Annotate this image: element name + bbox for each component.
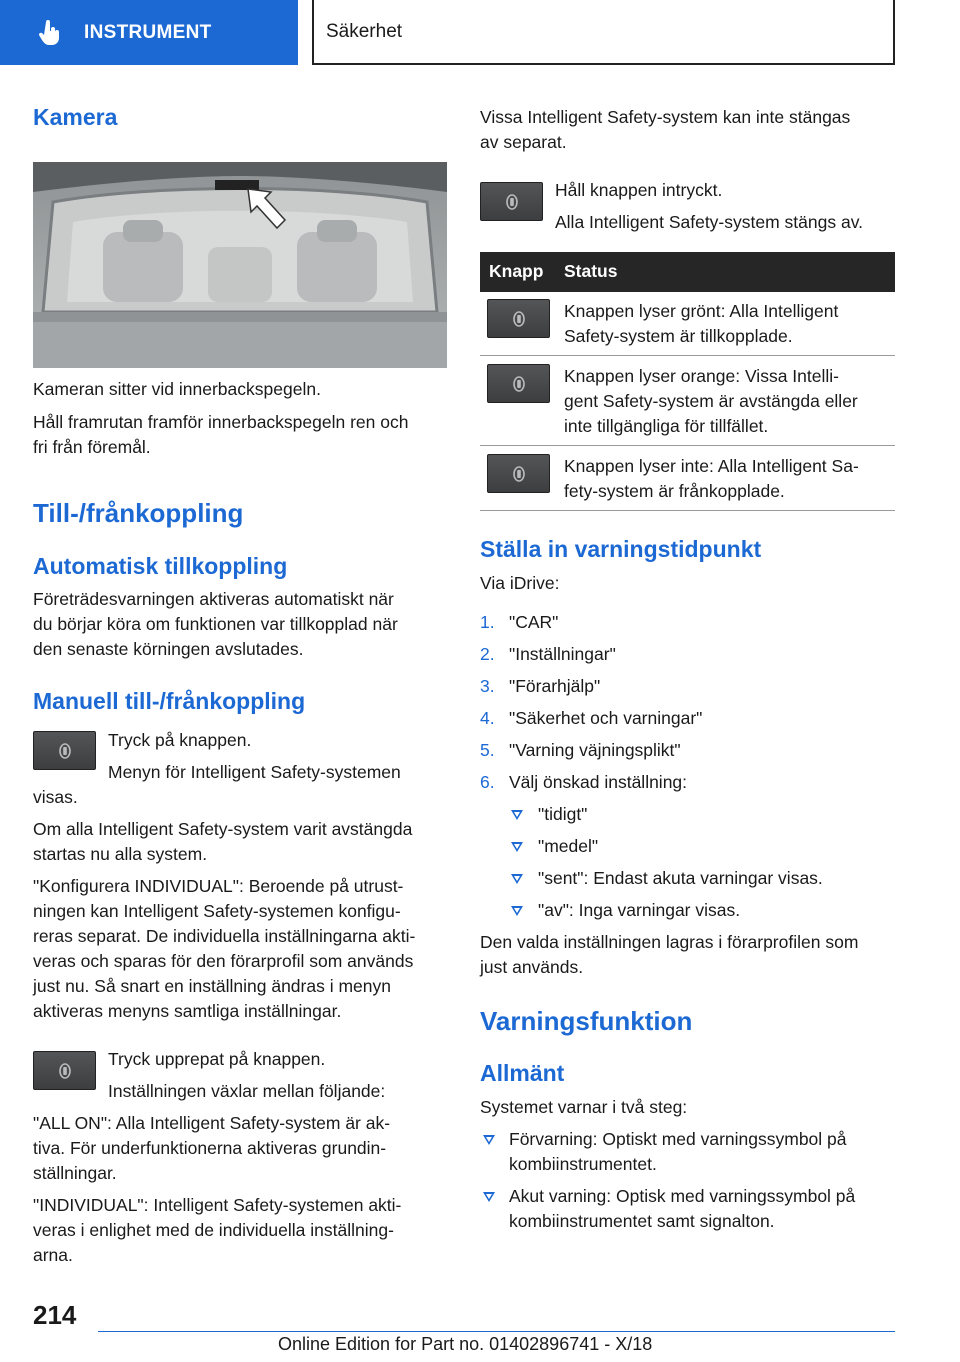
page-number: 214 — [33, 1300, 77, 1330]
bullet-triangle-icon — [511, 842, 523, 852]
bullet-triangle-icon — [483, 1135, 495, 1145]
text-line: Alla Intelligent Safety-system stängs av. — [555, 212, 864, 232]
text-line: "INDIVIDUAL": Intelligent Safety-systemen akti- — [33, 1195, 402, 1215]
table-cell-text: gent Safety-system är avstängda eller — [564, 391, 858, 411]
text-line: Tryck upprepat på knappen. — [108, 1049, 326, 1069]
text-line: Vissa Intelligent Safety-system kan inte stängas — [480, 107, 851, 127]
text-line: ningen kan Intelligent Safety-systemen konfigu- — [33, 901, 401, 921]
heading-warning-time: Ställa in varningstidpunkt — [480, 536, 762, 562]
step-text: "Förarhjälp" — [509, 676, 601, 696]
text-line: Håll framrutan framför innerbackspegeln ren och — [33, 412, 409, 432]
step-number: 2. — [480, 644, 495, 664]
safety-button-icon — [33, 1051, 96, 1090]
step-number: 4. — [480, 708, 495, 728]
rear-window-illustration — [33, 162, 447, 368]
text-line: ställningar. — [33, 1163, 117, 1183]
safety-button-orange-icon — [487, 364, 550, 403]
table-cell-text: Knappen lyser orange: Vissa Intelli- — [564, 366, 839, 386]
column-header-status: Status — [564, 261, 618, 281]
step-text: "CAR" — [509, 612, 559, 632]
text-line: Inställningen växlar mellan följande: — [108, 1081, 386, 1101]
text-line: Tryck på knappen. — [108, 730, 252, 750]
step-number: 3. — [480, 676, 495, 696]
heading-warning-function: Varningsfunktion — [480, 1006, 693, 1036]
text-line: just används. — [480, 957, 584, 977]
table-row-divider — [480, 445, 895, 446]
text-line: veras i enlighet med de individuella inställning- — [33, 1220, 394, 1240]
table-cell-text: Knappen lyser grönt: Alla Intelligent — [564, 301, 839, 321]
heading-toggle: Till-/frånkoppling — [33, 498, 244, 528]
text-line: Menyn för Intelligent Safety-systemen — [108, 762, 401, 782]
bullet-text: Förvarning: Optiskt med varningssymbol på — [509, 1129, 847, 1149]
edition-text: Online Edition for Part no. 01402896741 - X/18 — [278, 1334, 653, 1354]
column-header-button: Knapp — [489, 261, 544, 281]
bullet-triangle-icon — [511, 874, 523, 884]
bullet-triangle-icon — [483, 1192, 495, 1202]
text-line: Systemet varnar i två steg: — [480, 1097, 688, 1117]
safety-button-icon — [33, 731, 96, 770]
text-line: Den valda inställningen lagras i förarprofilen som — [480, 932, 859, 952]
text-line: du börjar köra om funktionen var tillkopplad när — [33, 614, 398, 634]
bullet-text: Akut varning: Optisk med varningssymbol på — [509, 1186, 856, 1206]
safety-button-green-icon — [487, 299, 550, 338]
step-text: "Inställningar" — [509, 644, 616, 664]
option-text: "av": Inga varningar visas. — [538, 900, 741, 920]
table-row-divider — [480, 355, 895, 356]
table-cell-text: inte tillgängliga för tillfället. — [564, 416, 769, 436]
hand-pointer-icon — [38, 20, 62, 46]
option-text: "medel" — [538, 836, 599, 856]
table-cell-text: fety-system är frånkopplade. — [564, 481, 785, 501]
heading-camera: Kamera — [33, 104, 118, 130]
section-header — [312, 0, 895, 65]
heading-manual: Manuell till-/frånkoppling — [33, 688, 306, 714]
table-cell-text: Safety-system är tillkopplade. — [564, 326, 793, 346]
step-text: "Säkerhet och varningar" — [509, 708, 703, 728]
text-line: fri från föremål. — [33, 437, 151, 457]
chapter-label: INSTRUMENT — [84, 21, 212, 43]
text-line: Via iDrive: — [480, 573, 560, 593]
chapter-tab[interactable] — [0, 0, 298, 65]
bullet-triangle-icon — [511, 810, 523, 820]
text-line: startas nu alla system. — [33, 844, 208, 864]
text-line: "Konfigurera INDIVIDUAL": Beroende på utrust- — [33, 876, 404, 896]
safety-button-off-icon — [487, 454, 550, 493]
step-text: Välj önskad inställning: — [509, 772, 688, 792]
text-line: Företrädesvarningen aktiveras automatiskt när — [33, 589, 394, 609]
table-row-divider — [480, 510, 895, 511]
text-line: Håll knappen intryckt. — [555, 180, 723, 200]
table-cell-text: Knappen lyser inte: Alla Intelligent Sa- — [564, 456, 859, 476]
heading-general: Allmänt — [480, 1060, 565, 1086]
text-line: aktiveras menyns samtliga inställningar. — [33, 1001, 342, 1021]
heading-auto: Automatisk tillkoppling — [33, 553, 288, 579]
text-line: tiva. För underfunktionerna aktiveras grundin- — [33, 1138, 387, 1158]
text-line: arna. — [33, 1245, 73, 1265]
safety-button-icon — [480, 182, 543, 221]
step-number: 6. — [480, 772, 495, 792]
text-line: veras och sparas för den förarprofil som används — [33, 951, 414, 971]
text-line: just nu. Så snart en inställning ändras i menyn — [33, 976, 391, 996]
step-number: 5. — [480, 740, 495, 760]
step-text: "Varning väjningsplikt" — [509, 740, 681, 760]
footer-divider — [98, 1331, 895, 1332]
text-line: den senaste körningen avslutades. — [33, 639, 304, 659]
bullet-text: kombiinstrumentet. — [509, 1154, 657, 1174]
step-number: 1. — [480, 612, 495, 632]
text-line: reras separat. De individuella inställningarna akti- — [33, 926, 416, 946]
option-text: "tidigt" — [538, 804, 588, 824]
bullet-text: kombiinstrumentet samt signalton. — [509, 1211, 775, 1231]
text-line: Kameran sitter vid innerbackspegeln. — [33, 379, 321, 399]
status-table-header — [480, 252, 895, 292]
text-line: visas. — [33, 787, 78, 807]
text-line: Om alla Intelligent Safety-system varit avstängda — [33, 819, 413, 839]
option-text: "sent": Endast akuta varningar visas. — [538, 868, 823, 888]
text-line: av separat. — [480, 132, 567, 152]
text-line: "ALL ON": Alla Intelligent Safety-system är ak- — [33, 1113, 391, 1133]
camera-photo — [33, 162, 447, 368]
bullet-triangle-icon — [511, 906, 523, 916]
section-title: Säkerhet — [326, 20, 403, 42]
